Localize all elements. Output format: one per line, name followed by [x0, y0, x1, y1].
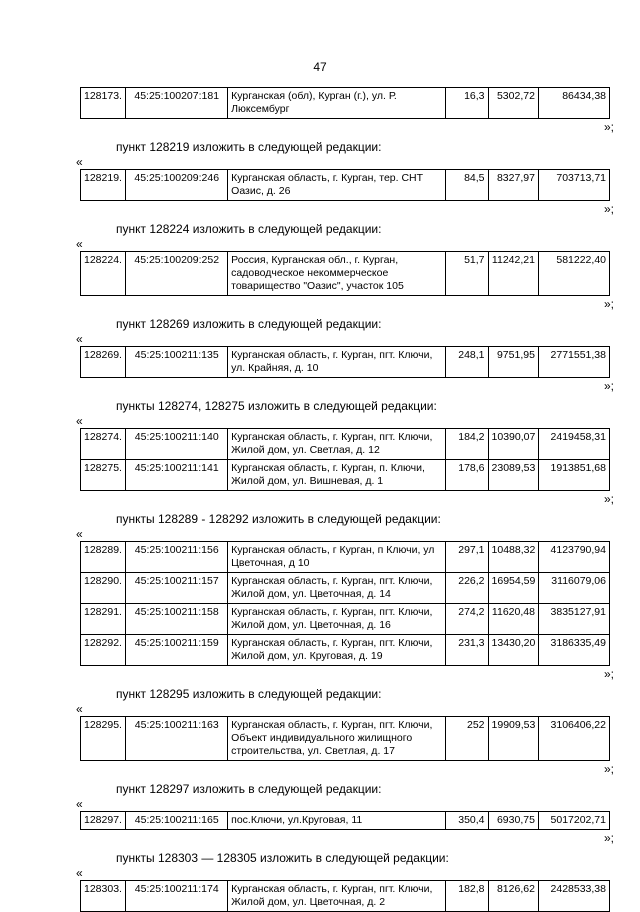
row-number: 128224. — [81, 252, 126, 296]
cadastral-value-cell: 86434,38 — [538, 88, 609, 119]
unit-value-cell: 11242,21 — [488, 252, 538, 296]
opening-quote: « — [76, 155, 83, 169]
cadastral-number: 45:25:100211:174 — [126, 881, 228, 912]
address-cell: Россия, Курганская обл., г. Курган, садоводческое некоммерческое товарищество "Оазис", участок 105 — [228, 252, 446, 296]
address-cell: Курганская область, г. Курган, тер. СНТ Оазис, д. 26 — [228, 170, 446, 201]
page-number: 47 — [313, 60, 327, 74]
opening-quote: « — [76, 797, 83, 811]
area-cell: 231,3 — [446, 635, 488, 666]
unit-value-cell: 13430,20 — [488, 635, 538, 666]
registry-table — [80, 87, 610, 119]
closing-quote: »; — [603, 202, 614, 216]
row-number: 128292. — [81, 635, 126, 666]
area-cell: 182,8 — [446, 881, 488, 912]
area-cell: 297,1 — [446, 542, 488, 573]
closing-quote: »; — [603, 492, 614, 506]
cadastral-number: 45:25:100211:165 — [126, 812, 228, 830]
area-cell: 16,3 — [446, 88, 488, 119]
cadastral-value-cell: 2771551,38 — [538, 347, 609, 378]
registry-table — [80, 541, 610, 666]
area-cell: 51,7 — [446, 252, 488, 296]
table-row — [81, 604, 610, 635]
row-number: 128290. — [81, 573, 126, 604]
unit-value-cell: 5302,72 — [488, 88, 538, 119]
registry-table — [80, 346, 610, 378]
closing-quote: »; — [603, 762, 614, 776]
cadastral-value-cell: 2428533,38 — [538, 881, 609, 912]
address-cell: Курганская область, г. Курган, пгт. Ключи, Жилой дом, ул. Круговая, д. 19 — [228, 635, 446, 666]
cadastral-number: 45:25:100211:156 — [126, 542, 228, 573]
area-cell: 248,1 — [446, 347, 488, 378]
amendment-instruction: пункт 128269 изложить в следующей редакции: — [116, 317, 382, 331]
area-cell: 274,2 — [446, 604, 488, 635]
closing-quote: »; — [603, 667, 614, 681]
row-number: 128291. — [81, 604, 126, 635]
address-cell: Курганская область, г. Курган, пгт. Ключи, Жилой дом, ул. Цветочная, д. 14 — [228, 573, 446, 604]
amendment-instruction: пункт 128295 изложить в следующей редакции: — [116, 687, 382, 701]
area-cell: 184,2 — [446, 429, 488, 460]
registry-table — [80, 428, 610, 491]
area-cell: 84,5 — [446, 170, 488, 201]
cadastral-value-cell: 703713,71 — [538, 170, 609, 201]
unit-value-cell: 8126,62 — [488, 881, 538, 912]
table-row — [81, 812, 610, 830]
cadastral-value-cell: 5017202,71 — [538, 812, 609, 830]
opening-quote: « — [76, 237, 83, 251]
cadastral-number: 45:25:100207:181 — [126, 88, 228, 119]
amendment-instruction: пункт 128297 изложить в следующей редакции: — [116, 782, 382, 796]
cadastral-value-cell: 1913851,68 — [538, 460, 609, 491]
address-cell: Курганская (обл), Курган (г.), ул. Р. Люксембург — [228, 88, 446, 119]
table-row — [81, 347, 610, 378]
table-row — [81, 881, 610, 912]
cadastral-number: 45:25:100211:141 — [126, 460, 228, 491]
row-number: 128173. — [81, 88, 126, 119]
opening-quote: « — [76, 702, 83, 716]
unit-value-cell: 6930,75 — [488, 812, 538, 830]
registry-table — [80, 716, 610, 761]
cadastral-value-cell: 4123790,94 — [538, 542, 609, 573]
unit-value-cell: 10488,32 — [488, 542, 538, 573]
cadastral-value-cell: 3186335,49 — [538, 635, 609, 666]
row-number: 128269. — [81, 347, 126, 378]
closing-quote: »; — [603, 120, 614, 134]
row-number: 128274. — [81, 429, 126, 460]
table-row — [81, 88, 610, 119]
opening-quote: « — [76, 414, 83, 428]
cadastral-number: 45:25:100211:163 — [126, 717, 228, 761]
unit-value-cell: 9751,95 — [488, 347, 538, 378]
cadastral-value-cell: 2419458,31 — [538, 429, 609, 460]
table-row — [81, 635, 610, 666]
area-cell: 350,4 — [446, 812, 488, 830]
amendment-instruction: пункты 128303 — 128305 изложить в следующей редакции: — [116, 851, 449, 865]
table-row — [81, 573, 610, 604]
opening-quote: « — [76, 527, 83, 541]
cadastral-number: 45:25:100209:246 — [126, 170, 228, 201]
cadastral-number: 45:25:100209:252 — [126, 252, 228, 296]
area-cell: 252 — [446, 717, 488, 761]
row-number: 128275. — [81, 460, 126, 491]
row-number: 128297. — [81, 812, 126, 830]
amendment-instruction: пункт 128224 изложить в следующей редакции: — [116, 222, 382, 236]
unit-value-cell: 23089,53 — [488, 460, 538, 491]
row-number: 128219. — [81, 170, 126, 201]
amendment-instruction: пункт 128219 изложить в следующей редакции: — [116, 140, 382, 154]
amendment-instruction: пункты 128289 - 128292 изложить в следующей редакции: — [116, 512, 441, 526]
address-cell: Курганская область, г Курган, п Ключи, ул Цветочная, д 10 — [228, 542, 446, 573]
unit-value-cell: 8327,97 — [488, 170, 538, 201]
cadastral-value-cell: 3835127,91 — [538, 604, 609, 635]
address-cell: Курганская область, г. Курган, п. Ключи, Жилой дом, ул. Вишневая, д. 1 — [228, 460, 446, 491]
table-row — [81, 542, 610, 573]
address-cell: Курганская область, г. Курган, пгт. Ключи, Объект индивидуального жилищного строительства, ул. Светлая, д. 17 — [228, 717, 446, 761]
cadastral-number: 45:25:100211:159 — [126, 635, 228, 666]
unit-value-cell: 19909,53 — [488, 717, 538, 761]
area-cell: 226,2 — [446, 573, 488, 604]
table-row — [81, 460, 610, 491]
address-cell: Курганская область, г. Курган, пгт. Ключи, Жилой дом, ул. Цветочная, д. 2 — [228, 881, 446, 912]
address-cell: Курганская область, г. Курган, пгт. Ключи, Жилой дом, ул. Цветочная, д. 16 — [228, 604, 446, 635]
cadastral-number: 45:25:100211:158 — [126, 604, 228, 635]
table-row — [81, 717, 610, 761]
opening-quote: « — [76, 332, 83, 346]
unit-value-cell: 16954,59 — [488, 573, 538, 604]
table-row — [81, 170, 610, 201]
address-cell: пос.Ключи, ул.Круговая, 11 — [228, 812, 446, 830]
cadastral-value-cell: 3106406,22 — [538, 717, 609, 761]
row-number: 128295. — [81, 717, 126, 761]
table-row — [81, 429, 610, 460]
registry-table — [80, 811, 610, 830]
cadastral-number: 45:25:100211:157 — [126, 573, 228, 604]
cadastral-number: 45:25:100211:140 — [126, 429, 228, 460]
closing-quote: »; — [603, 379, 614, 393]
row-number: 128289. — [81, 542, 126, 573]
registry-table — [80, 169, 610, 201]
address-cell: Курганская область, г. Курган, пгт. Ключи, ул. Крайняя, д. 10 — [228, 347, 446, 378]
table-row — [81, 252, 610, 296]
area-cell: 178,6 — [446, 460, 488, 491]
registry-table — [80, 880, 610, 912]
closing-quote: »; — [603, 831, 614, 845]
unit-value-cell: 11620,48 — [488, 604, 538, 635]
row-number: 128303. — [81, 881, 126, 912]
cadastral-value-cell: 3116079,06 — [538, 573, 609, 604]
cadastral-number: 45:25:100211:135 — [126, 347, 228, 378]
document-body — [76, 87, 614, 912]
address-cell: Курганская область, г. Курган, пгт. Ключи, Жилой дом, ул. Светлая, д. 12 — [228, 429, 446, 460]
cadastral-value-cell: 581222,40 — [538, 252, 609, 296]
opening-quote: « — [76, 866, 83, 880]
amendment-instruction: пункты 128274, 128275 изложить в следующей редакции: — [116, 399, 437, 413]
registry-table — [80, 251, 610, 296]
unit-value-cell: 10390,07 — [488, 429, 538, 460]
closing-quote: »; — [603, 297, 614, 311]
